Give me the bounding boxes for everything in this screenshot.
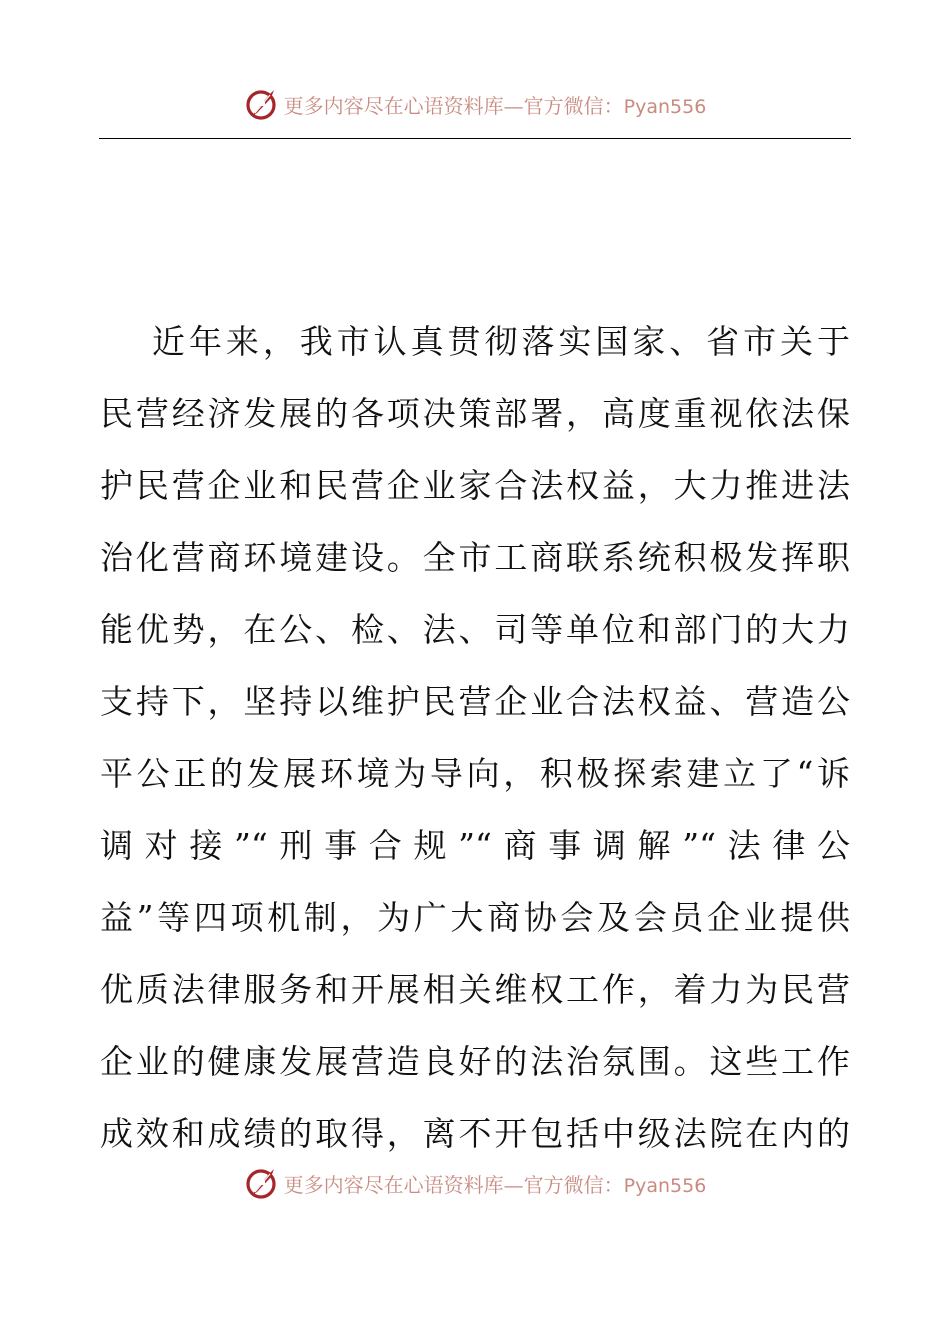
paragraph-line: 支持下，坚持以维护民营企业合法权益、营造公 [100, 682, 850, 721]
header-banner-text: 更多内容尽在心语资料库—官方微信：Pyan556 [283, 93, 707, 118]
footer-banner [0, 1163, 950, 1203]
paragraph-line: 近年来，我市认真贯彻落实国家、省市关于 [152, 322, 850, 361]
paragraph-line: 护民营企业和民营企业家合法权益，大力推进法 [100, 466, 850, 505]
footer-banner-text: 更多内容尽在心语资料库—官方微信：Pyan556 [283, 1172, 707, 1197]
paragraph-line: 益”等四项机制，为广大商协会及会员企业提供 [100, 898, 850, 937]
paragraph-line: 能优势，在公、检、法、司等单位和部门的大力 [100, 610, 850, 649]
header-wechat-id: Pyan556 [623, 95, 707, 118]
header-divider [99, 138, 851, 139]
paragraph-line: 民营经济发展的各项决策部署，高度重视依法保 [100, 394, 850, 433]
document-paragraph [100, 306, 850, 1170]
quill-pen-logo-icon [244, 1165, 280, 1201]
footer-wechat-id: Pyan556 [623, 1174, 707, 1197]
paragraph-line: 治化营商环境建设。全市工商联系统积极发挥职 [100, 538, 850, 577]
paragraph-line: 平公正的发展环境为导向，积极探索建立了“诉 [100, 754, 850, 793]
paragraph-line: 调对接”“刑事合规”“商事调解”“法律公 [100, 826, 850, 865]
paragraph-line: 企业的健康发展营造良好的法治氛围。这些工作 [100, 1042, 850, 1081]
quill-pen-logo-icon [244, 86, 280, 122]
header-banner [0, 84, 950, 124]
paragraph-line: 优质法律服务和开展相关维权工作，着力为民营 [100, 970, 850, 1009]
paragraph-line: 成效和成绩的取得，离不开包括中级法院在内的 [100, 1114, 850, 1153]
